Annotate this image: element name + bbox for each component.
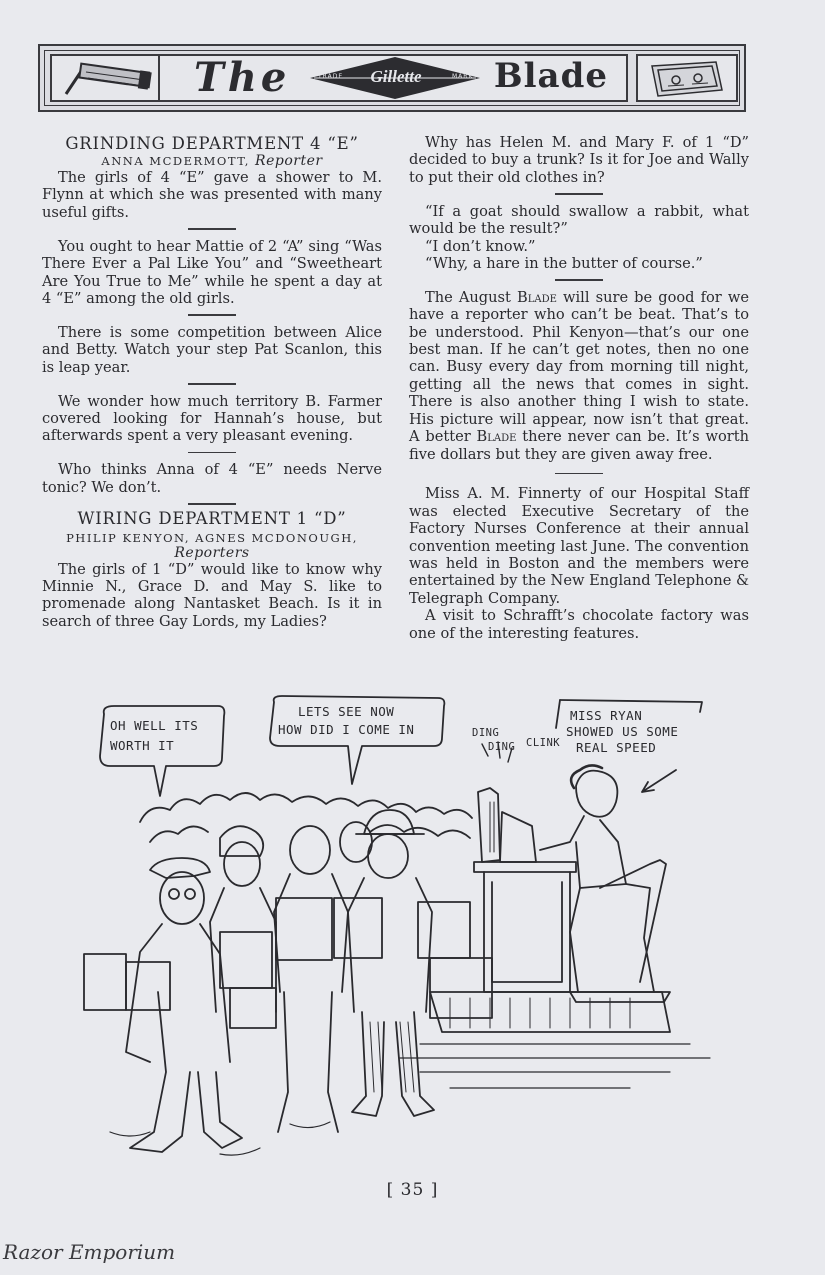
news-item: The girls of 1 “D” would like to know why Minnie N., Grace D. and May S. like to promenade along Nantasket Beach. Is it in search of three Gay Lords, my Ladies? [42, 560, 382, 630]
page-number: [ 35 ] [386, 1180, 439, 1200]
bubble-3-line-1: MISS RYAN [570, 708, 643, 723]
grinding-reporter [42, 154, 382, 169]
masthead-the: The [194, 54, 291, 101]
joke-question: “If a goat should swallow a rabbit, what would be the result?” [409, 202, 749, 238]
trade-label: TRADE [318, 73, 344, 80]
news-item-blade-poem: The August Blade will sure be good for we have a reporter who can’t be beat. That’s to be understood. Phil Kenyon—that’s our one best man. If he can’t get notes, then no one can. Busy every day from morning till night, getting all the news that comes in sight. There is also another thing I wish to state. His picture will appear, now isn’t that great. A better Blade there never can be. It’s worth five dollars but they are given away free. [409, 288, 750, 463]
watermark: Razor Emporium [3, 1240, 176, 1264]
divider [555, 279, 603, 281]
news-item: Why has Helen M. and Mary F. of 1 “D” decided to buy a trunk? Is it for Joe and Wally to put their old clothes in? [409, 134, 749, 186]
divider [555, 193, 603, 195]
wiring-reporters [42, 531, 382, 561]
bubble-2-line-2: HOW DID I COME IN [278, 722, 415, 737]
left-column [42, 134, 382, 630]
grinding-department-heading: GRINDING DEPARTMENT 4 “E” [65, 134, 359, 153]
grinding-reporter-role: Reporter [255, 153, 323, 169]
sound-clink: CLINK [526, 737, 561, 749]
sound-ding-1: DING [472, 727, 500, 739]
bubble-1-line-1: OH WELL ITS [110, 718, 199, 733]
bubble-3-line-2: SHOWED US SOME [566, 724, 679, 739]
blade-word: Blade [517, 288, 557, 306]
divider [555, 473, 603, 475]
wiring-department-heading: WIRING DEPARTMENT 1 “D” [77, 508, 347, 528]
grinding-reporter-name: ANNA MCDERMOTT, [101, 154, 250, 168]
sound-ding-2: DING [488, 741, 516, 753]
mark-label: MARK [452, 73, 474, 80]
divider [188, 452, 236, 454]
blade-word: Blade [476, 428, 517, 446]
blade-pack-illustration [636, 54, 738, 102]
divider [188, 503, 236, 505]
man-with-boater [150, 858, 210, 878]
right-column [409, 134, 749, 642]
news-item: There is some competition between Alice and Betty. Watch your step Pat Scanlon, this is leap year. [42, 323, 382, 376]
wiring-reporter-role: Reporters [174, 544, 250, 561]
divider [188, 228, 236, 230]
news-item: We wonder how much territory B. Farmer covered looking for Hannah’s house, but afterwards spent a very pleasant evening. [42, 392, 382, 445]
gillette-brand: Gillette [370, 67, 422, 86]
razor-illustration [50, 54, 162, 102]
news-item: You ought to hear Mattie of 2 “A” sing “Was There Ever a Pal Like You” and “Sweetheart Are You True to Me” while he spent a day at 4 “E” among the old girls. [42, 237, 382, 307]
masthead-title-panel [158, 54, 628, 102]
news-item: Miss A. M. Finnerty of our Hospital Staff was elected Executive Secretary of the Factory Nurses Conference at their annual convention meeting last June. The convention was held in Boston and the members were entertained by the New England Telephone & Telegraph Company. [409, 485, 749, 607]
wiring-reporter-names: PHILIP KENYON, AGNES MCDONOUGH, [66, 530, 358, 545]
news-item: The girls of 4 “E” gave a shower to M. Flynn at which she was presented with many useful gifts. [42, 169, 382, 221]
bubble-1-line-2: WORTH IT [110, 738, 175, 753]
masthead [38, 44, 746, 112]
joke-reply: “I don’t know.” [425, 237, 536, 255]
joke-punchline: “Why, a hare in the butter of course.” [425, 254, 703, 272]
cartoon-illustration [70, 692, 760, 1172]
bubble-3-line-3: REAL SPEED [576, 740, 657, 755]
divider [188, 314, 236, 316]
divider [188, 383, 236, 385]
cashier-girl [576, 771, 617, 817]
masthead-blade: Blade [493, 56, 608, 96]
bubble-2-line-1: LETS SEE NOW [298, 704, 395, 719]
cash-register [478, 788, 500, 862]
news-item: Who thinks Anna of 4 “E” needs Nerve tonic? We don’t. [42, 461, 382, 496]
news-item: A visit to Schrafft’s chocolate factory was one of the interesting features. [409, 607, 749, 642]
